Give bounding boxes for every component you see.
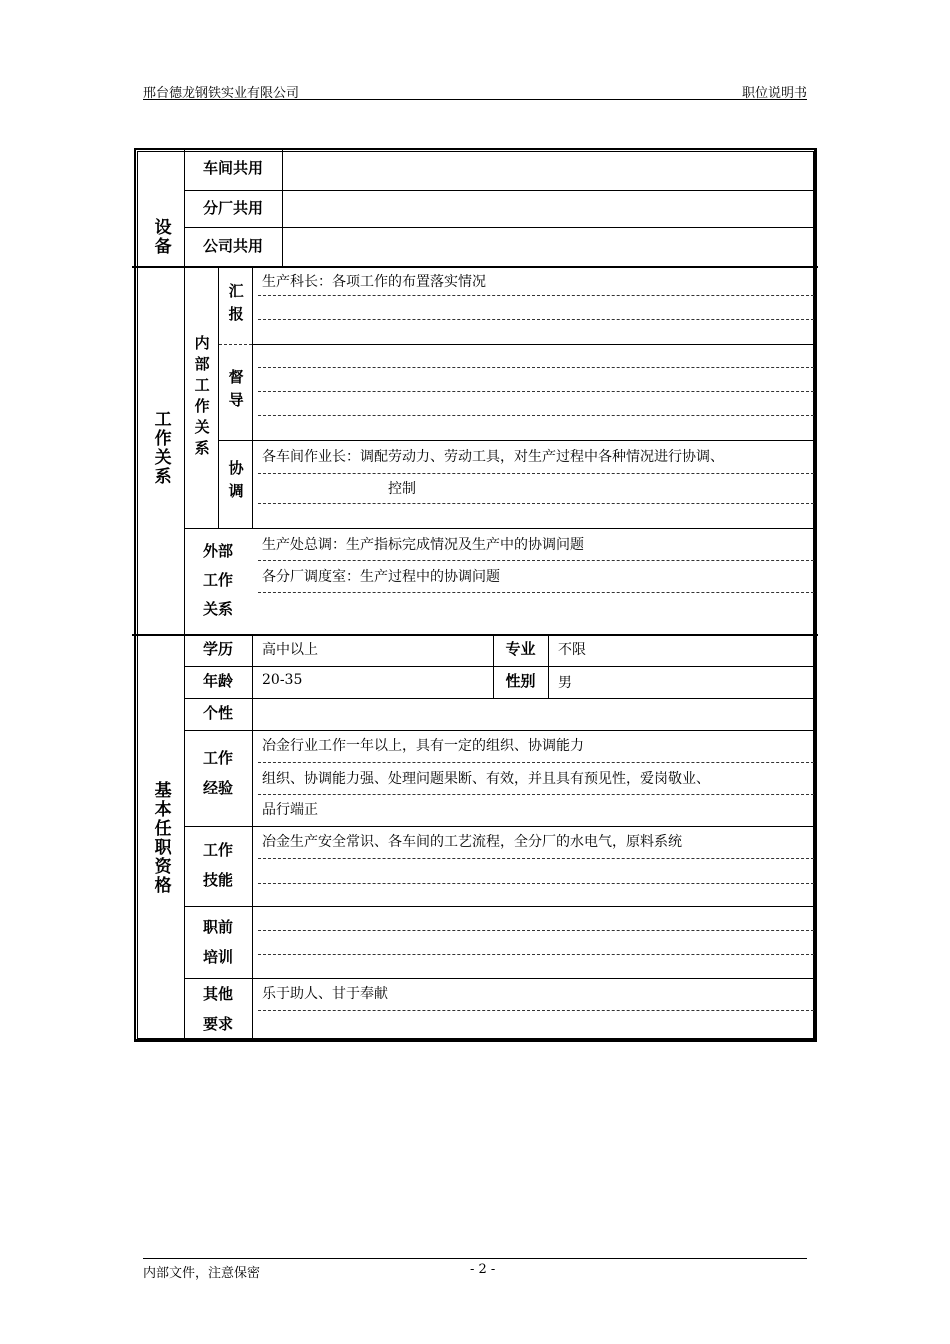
external-relations-label (184, 538, 252, 622)
supervise-sep (218, 440, 816, 441)
coordinate-label: 协调 (226, 460, 245, 506)
report-label: 汇报 (226, 283, 245, 329)
training-label-line-1: 职前 (202, 918, 233, 936)
coordinate-line-2: 控制 (388, 481, 416, 497)
dash-line (258, 503, 814, 504)
footer-page-number: - 2 - (470, 1262, 496, 1277)
col-line-4 (252, 634, 253, 1042)
personality-label: 个性 (202, 704, 233, 723)
qual-line-3 (184, 730, 816, 731)
dash-line (258, 930, 814, 931)
dash-line (258, 794, 814, 795)
dash-line (258, 319, 814, 320)
dash-line (258, 415, 814, 416)
equip-branch-label: 分厂共用 (202, 198, 263, 217)
skills-line-1: 冶金生产安全常识、各车间的工艺流程，全分厂的水电气，原料系统 (262, 834, 682, 850)
skills-label (184, 833, 252, 897)
age-label: 年龄 (202, 672, 233, 691)
dash-line (258, 592, 814, 593)
training-label-line-2: 培训 (202, 948, 233, 966)
training-label (184, 910, 252, 974)
dash-line (258, 883, 814, 884)
equip-workshop-label: 车间共用 (202, 159, 263, 178)
experience-label-line-2: 经验 (202, 779, 233, 797)
experience-line-3: 品行端正 (262, 802, 318, 818)
major-label: 专业 (505, 640, 536, 659)
qual-line-6 (184, 978, 816, 979)
other-label-line-1: 其他 (202, 985, 233, 1003)
col-line-2b (252, 266, 253, 528)
skills-label-line-2: 技能 (202, 871, 233, 889)
equip-company-label: 公司共用 (202, 236, 263, 255)
relations-section-label: 工作关系 (150, 410, 171, 486)
dash-line (258, 391, 814, 392)
footer-rule (143, 1258, 807, 1259)
internal-external-sep (184, 528, 816, 529)
dash-line (258, 295, 814, 296)
experience-line-1: 冶金行业工作一年以上，具有一定的组织、协调能力 (262, 738, 584, 754)
header-doc-type: 职位说明书 (741, 86, 807, 101)
other-line-1: 乐于助人、甘于奉献 (262, 986, 388, 1002)
col-line-2a (282, 148, 283, 266)
major-value: 不限 (558, 642, 586, 658)
qual-line-5 (184, 906, 816, 907)
dash-line (258, 560, 814, 561)
header-rule (143, 99, 807, 100)
header-company: 邢台德龙钢铁实业有限公司 (143, 86, 300, 101)
dash-line (258, 473, 814, 474)
qual-line-4 (184, 826, 816, 827)
report-line-1: 生产科长：各项工作的布置落实情况 (262, 274, 486, 290)
job-description-table (132, 148, 818, 1042)
external-label-line-1: 外部 (202, 541, 233, 560)
other-label-line-2: 要求 (202, 1015, 233, 1033)
dash-line (258, 954, 814, 955)
external-label-line-2: 工作 (202, 570, 233, 589)
equipment-section-label: 设备 (150, 218, 171, 256)
gender-value: 男 (558, 675, 572, 691)
qual-line-2 (184, 698, 816, 699)
sep-equipment-relations (132, 266, 818, 268)
experience-line-2: 组织、协调能力强、处理问题果断、有效，并且具有预见性，爱岗敬业、 (262, 771, 710, 787)
dash-line (258, 1010, 814, 1011)
education-label: 学历 (202, 640, 233, 659)
external-label-line-3: 关系 (202, 599, 233, 618)
experience-label (184, 738, 252, 808)
age-value: 20-35 (262, 672, 303, 688)
external-line-1: 生产处总调：生产指标完成情况及生产中的协调问题 (262, 537, 584, 553)
skills-label-line-1: 工作 (202, 841, 233, 859)
qualifications-section-label: 基本任职资格 (150, 781, 171, 895)
coordinate-line-1: 各车间作业长：调配劳动力、劳动工具，对生产过程中各种情况进行协调、 (262, 449, 724, 465)
gender-label: 性别 (505, 672, 536, 691)
report-sep (252, 344, 816, 345)
external-line-2: 各分厂调度室：生产过程中的协调问题 (262, 569, 500, 585)
experience-label-line-1: 工作 (202, 749, 233, 767)
dash-line (258, 762, 814, 763)
report-supervise-divider (219, 344, 252, 345)
education-value: 高中以上 (262, 642, 318, 658)
other-label (184, 978, 252, 1040)
internal-relations-label: 内部工作关系 (192, 335, 211, 461)
dash-line (258, 858, 814, 859)
supervise-label: 督导 (226, 369, 245, 415)
footer-confidential-note: 内部文件，注意保密 (143, 1266, 261, 1281)
dash-line (258, 367, 814, 368)
